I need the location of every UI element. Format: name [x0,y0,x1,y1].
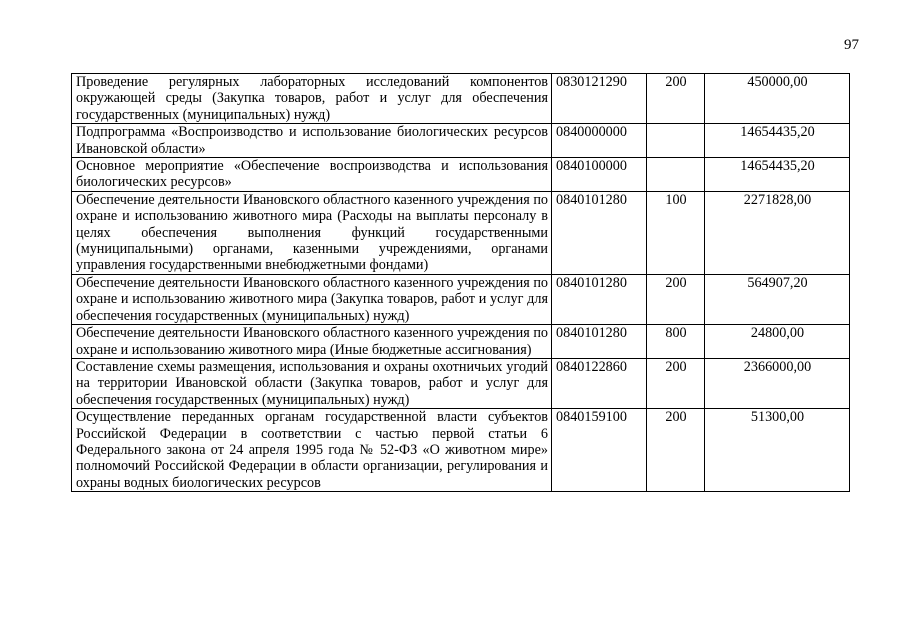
expense-type-cell: 100 [647,191,705,274]
amount-cell: 564907,20 [705,274,850,324]
expense-name-cell: Составление схемы размещения, использования и охраны охотничьих угодий на территории Ивановской области (Закупка товаров, работ и услуг для обеспечения государственных (муниципальных) нужд) [72,358,552,408]
expense-name-cell: Обеспечение деятельности Ивановского областного казенного учреждения по охране и использованию животного мира (Закупка товаров, работ и услуг для обеспечения государственных (муниципальных) нужд) [72,274,552,324]
amount-cell: 2366000,00 [705,358,850,408]
amount-cell: 14654435,20 [705,124,850,158]
expense-name-cell: Подпрограмма «Воспроизводство и использование биологических ресурсов Ивановской области» [72,124,552,158]
target-code-cell: 0840101280 [552,274,647,324]
page-number: 97 [844,37,859,53]
expense-type-cell: 200 [647,274,705,324]
target-code-cell: 0840100000 [552,158,647,192]
table-row [72,74,850,124]
amount-cell: 14654435,20 [705,158,850,192]
expense-name-cell: Обеспечение деятельности Ивановского областного казенного учреждения по охране и использованию животного мира (Иные бюджетные ассигнования) [72,325,552,359]
expense-type-cell [647,124,705,158]
table-row [72,158,850,192]
table-row [72,124,850,158]
expense-type-cell: 200 [647,409,705,492]
expense-name-cell: Основное мероприятие «Обеспечение воспроизводства и использования биологических ресурсов» [72,158,552,192]
target-code-cell: 0840101280 [552,325,647,359]
table-row [72,409,850,492]
target-code-cell: 0840122860 [552,358,647,408]
table-row [72,325,850,359]
amount-cell: 24800,00 [705,325,850,359]
amount-cell: 51300,00 [705,409,850,492]
expense-name-cell: Осуществление переданных органам государственной власти субъектов Российской Федерации в соответствии с частью первой статьи 6 Федерального закона от 24 апреля 1995 года № 52-ФЗ «О животном мире» полномочий Российской Федерации в области организации, регулирования и охраны водных биологических ресурсов [72,409,552,492]
expense-type-cell: 200 [647,358,705,408]
budget-table [71,73,850,492]
target-code-cell: 0840000000 [552,124,647,158]
table-row [72,191,850,274]
amount-cell: 2271828,00 [705,191,850,274]
target-code-cell: 0840159100 [552,409,647,492]
target-code-cell: 0830121290 [552,74,647,124]
expense-type-cell: 800 [647,325,705,359]
target-code-cell: 0840101280 [552,191,647,274]
expense-type-cell [647,158,705,192]
table-row [72,274,850,324]
expense-name-cell: Проведение регулярных лабораторных исследований компонентов окружающей среды (Закупка товаров, работ и услуг для обеспечения государственных (муниципальных) нужд) [72,74,552,124]
expense-type-cell: 200 [647,74,705,124]
table-row [72,358,850,408]
expense-name-cell: Обеспечение деятельности Ивановского областного казенного учреждения по охране и использованию животного мира (Расходы на выплаты персоналу в целях обеспечения выполнения функций государственными (муниципальными) органами, казенными учреждениями, органами управления государственными внебюджетными фондами) [72,191,552,274]
amount-cell: 450000,00 [705,74,850,124]
